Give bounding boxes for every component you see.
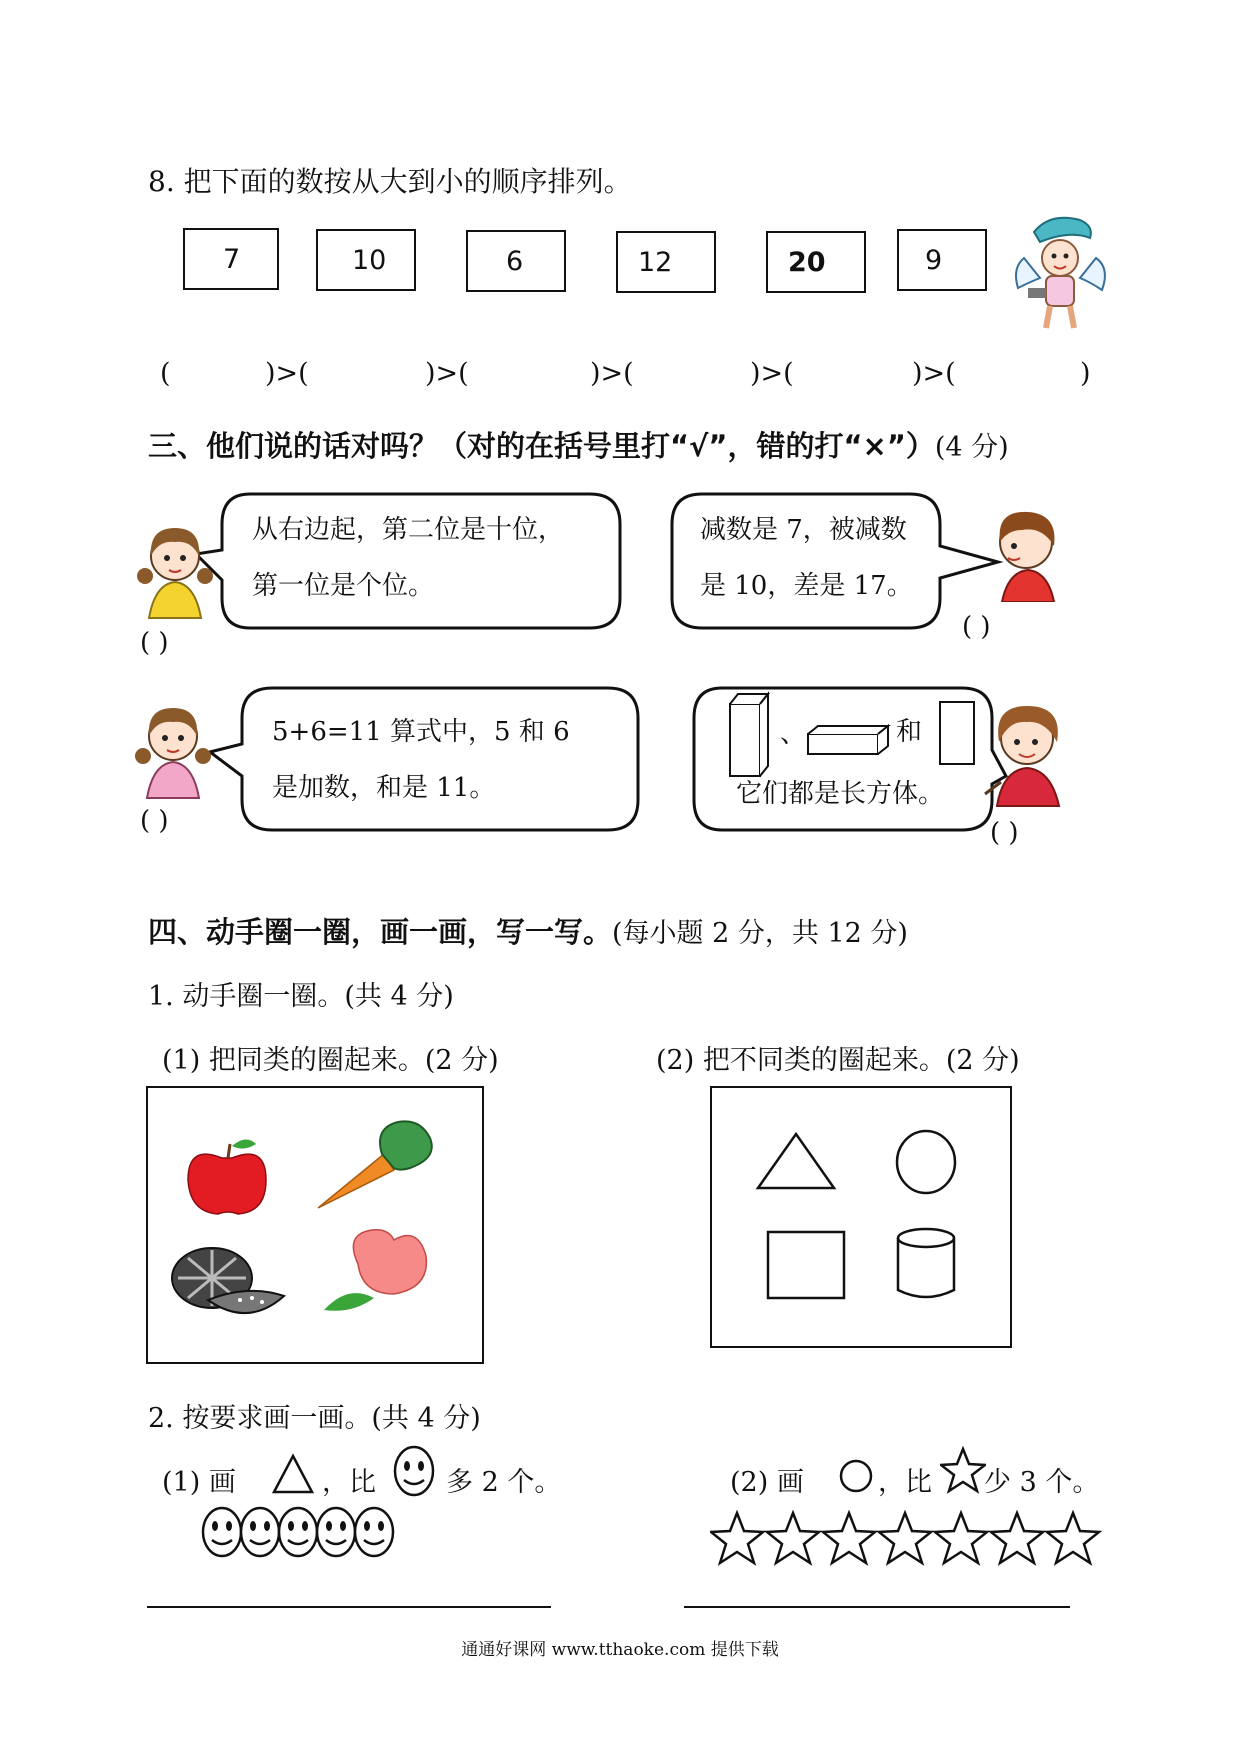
number-box: 10 — [316, 229, 416, 291]
q1-title: 1. 动手圈一圈。(共 4 分) — [148, 981, 454, 1012]
girl-cartoon-image — [135, 520, 215, 620]
triangle-icon — [758, 1134, 834, 1188]
q1-sub1: (1) 把同类的圈起来。(2 分) — [162, 1045, 499, 1076]
q2-sub1-compare: ，比 — [322, 1467, 376, 1498]
compare-sign: )>( — [425, 358, 469, 389]
bubble-line: 从右边起，第二位是十位， — [252, 515, 565, 545]
shape-separator: 、 — [780, 719, 807, 749]
q2-sub1-prefix: (1) 画 — [162, 1467, 236, 1498]
girl-cartoon-image — [133, 700, 213, 800]
paren-close: ) — [1080, 358, 1091, 389]
square-icon — [768, 1232, 844, 1298]
q2-sub2-compare: ，比 — [878, 1467, 932, 1498]
section3-title — [148, 424, 1009, 465]
bubble-line: 第一位是个位。 — [252, 571, 435, 601]
q2-sub1-suffix: 多 2 个。 — [446, 1467, 562, 1498]
q2-title: 2. 按要求画一画。(共 4 分) — [148, 1403, 481, 1434]
compare-sign: )>( — [590, 358, 634, 389]
smiley-face-icon — [392, 1444, 436, 1498]
number-box: 12 — [616, 231, 716, 293]
bubble-text — [700, 502, 913, 614]
shape-images — [712, 1088, 1010, 1346]
section3-score: (4 分) — [934, 432, 1009, 463]
answer-paren[interactable]: ( ) — [962, 612, 991, 642]
shape-and: 和 — [896, 717, 923, 747]
bubble-line: 它们都是长方体。 — [736, 779, 945, 809]
fruit-images — [148, 1088, 482, 1362]
answer-paren[interactable]: ( ) — [140, 628, 169, 658]
section4-heading: 四、动手圈一圈，画一画，写一写。 — [148, 915, 613, 949]
fruit-box[interactable] — [146, 1086, 484, 1364]
number-box: 20 — [766, 231, 866, 293]
footer-text: 通通好课网 www.tthaoke.com 提供下载 — [461, 1640, 779, 1660]
bubble-line: 是加数，和是 11。 — [272, 773, 496, 803]
number-box: 9 — [897, 229, 987, 291]
triangle-icon — [270, 1452, 316, 1496]
number-box: 7 — [183, 228, 279, 290]
compare-sign: )>( — [912, 358, 956, 389]
number-box: 6 — [466, 230, 566, 292]
girl-cartoon-image — [975, 698, 1075, 808]
peach-icon — [324, 1230, 426, 1311]
answer-line[interactable] — [147, 1606, 551, 1608]
bubble-line: 是 10，差是 17。 — [700, 571, 913, 601]
answer-paren[interactable]: ( ) — [140, 806, 169, 836]
boy-cartoon-image — [982, 502, 1072, 602]
section3-heading: 三、他们说的话对吗？（对的在括号里打“√”，错的打“×”） — [148, 429, 935, 463]
smiley-row — [200, 1502, 400, 1562]
answer-line[interactable] — [684, 1606, 1070, 1608]
circle-icon — [897, 1131, 955, 1193]
cylinder-icon — [898, 1229, 954, 1297]
q8-title: 8. 把下面的数按从大到小的顺序排列。 — [148, 165, 632, 198]
shape-box[interactable] — [710, 1086, 1012, 1348]
bubble-text — [252, 502, 564, 614]
angel-cartoon-image — [1010, 208, 1110, 336]
circle-icon — [836, 1454, 876, 1494]
apple-icon — [188, 1139, 266, 1214]
q2-sub2-prefix: (2) 画 — [730, 1467, 804, 1498]
bubble-text — [272, 704, 570, 816]
q1-sub2: (2) 把不同类的圈起来。(2 分) — [656, 1045, 1020, 1076]
answer-paren[interactable]: ( ) — [990, 818, 1019, 848]
watermelon-icon — [172, 1248, 284, 1313]
star-row — [710, 1510, 1110, 1570]
q2-sub2-suffix: 少 3 个。 — [984, 1467, 1100, 1498]
carrot-icon — [318, 1121, 432, 1208]
star-icon — [940, 1446, 986, 1494]
paren-open: ( — [160, 358, 171, 389]
compare-sign: )>( — [265, 358, 309, 389]
bubble-line: 减数是 7，被减数 — [700, 515, 907, 545]
section4-score: (每小题 2 分，共 12 分) — [612, 918, 908, 949]
bubble-line: 5+6=11 算式中，5 和 6 — [272, 717, 570, 747]
compare-sign: )>( — [750, 358, 794, 389]
section4-title — [148, 910, 908, 951]
